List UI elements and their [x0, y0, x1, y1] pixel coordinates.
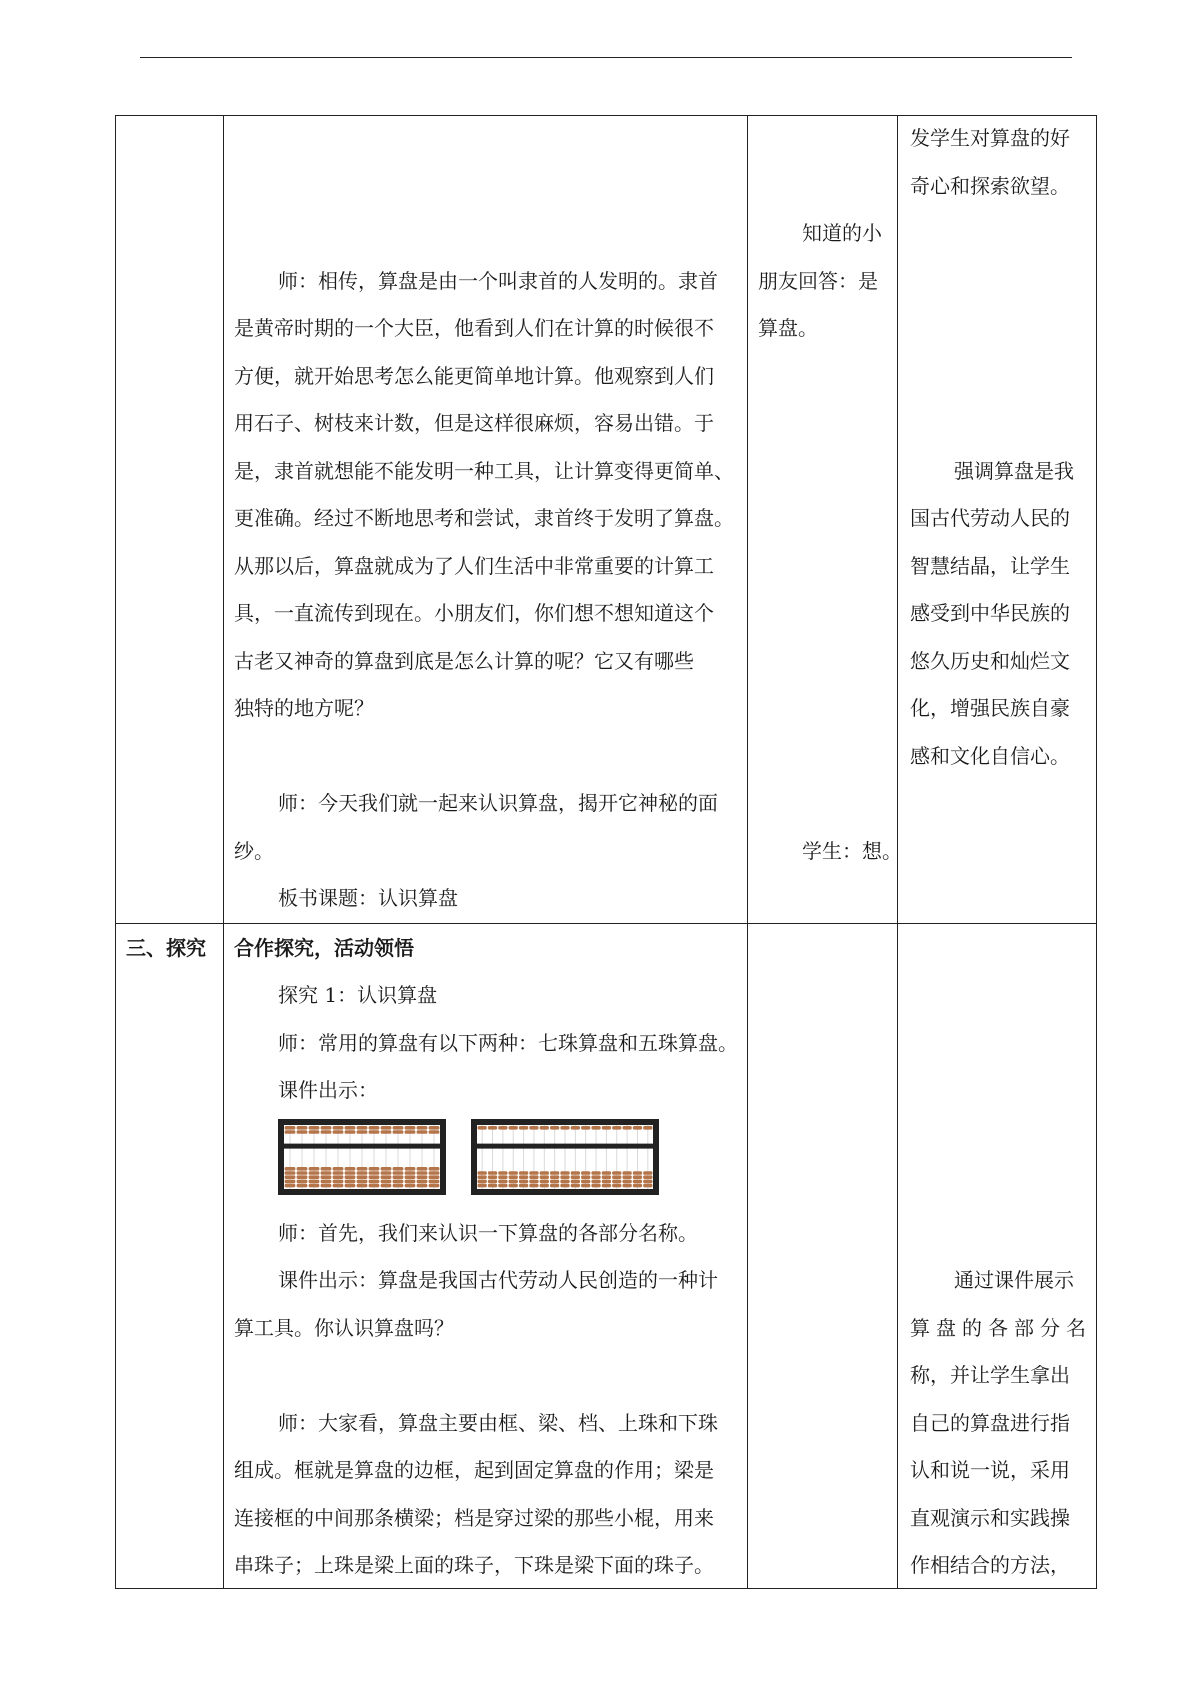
abacus-upper-bead — [393, 1126, 404, 1130]
abacus-lower-bead — [333, 1184, 344, 1188]
abacus-lower-bead — [381, 1180, 392, 1184]
abacus-beam — [477, 1144, 653, 1149]
abacus-upper-bead — [285, 1126, 296, 1130]
abacus-lower-bead — [478, 1175, 487, 1179]
abacus-lower-bead — [297, 1180, 308, 1184]
abacus-upper-bead — [297, 1130, 308, 1134]
abacus-upper-bead — [393, 1130, 404, 1134]
abacus-lower-bead — [602, 1175, 611, 1179]
abacus-lower-bead — [591, 1180, 600, 1184]
paragraph-line: 组成。框就是算盘的边框，起到固定算盘的作用；梁是 — [234, 1458, 714, 1482]
abacus-lower-bead — [519, 1180, 528, 1184]
abacus-lower-bead — [321, 1184, 332, 1188]
abacus-lower-bead — [519, 1175, 528, 1179]
intent-line: 作相结合的方法， — [910, 1553, 1070, 1577]
abacus-lower-bead — [285, 1167, 296, 1171]
abacus-lower-bead — [297, 1167, 308, 1171]
stage-label: 三、探究 — [126, 936, 206, 960]
abacus-lower-bead — [540, 1171, 549, 1175]
intent-line: 感受到中华民族的 — [910, 601, 1070, 625]
seven-bead-abacus-image — [278, 1119, 446, 1195]
abacus-lower-bead — [571, 1184, 580, 1188]
paragraph-line: 是黄帝时期的一个大臣，他看到人们在计算的时候很不 — [234, 316, 714, 340]
paragraph-line: 串珠子；上珠是梁上面的珠子，下珠是梁下面的珠子。 — [234, 1553, 714, 1577]
abacus-lower-bead — [285, 1175, 296, 1179]
abacus-lower-bead — [509, 1175, 518, 1179]
abacus-lower-bead — [622, 1180, 631, 1184]
abacus-lower-bead — [509, 1180, 518, 1184]
abacus-lower-bead — [429, 1167, 440, 1171]
abacus-lower-bead — [393, 1184, 404, 1188]
abacus-lower-bead — [405, 1167, 416, 1171]
abacus-lower-bead — [488, 1171, 497, 1175]
abacus-lower-bead — [309, 1175, 320, 1179]
abacus-lower-bead — [297, 1184, 308, 1188]
paragraph-line: 师：常用的算盘有以下两种：七珠算盘和五珠算盘。 — [278, 1031, 738, 1055]
abacus-lower-bead — [488, 1184, 497, 1188]
abacus-lower-bead — [429, 1184, 440, 1188]
abacus-lower-bead — [602, 1171, 611, 1175]
abacus-lower-bead — [381, 1175, 392, 1179]
abacus-lower-bead — [333, 1167, 344, 1171]
intent-line: 化，增强民族自豪 — [910, 696, 1070, 720]
abacus-upper-bead — [581, 1126, 590, 1130]
intent-line: 感和文化自信心。 — [910, 744, 1070, 768]
abacus-lower-bead — [393, 1175, 404, 1179]
abacus-upper-bead — [560, 1126, 569, 1130]
intent-line: 悠久历史和灿烂文 — [910, 649, 1070, 673]
abacus-lower-bead — [393, 1171, 404, 1175]
paragraph-line: 师：首先，我们来认识一下算盘的各部分名称。 — [278, 1221, 698, 1245]
abacus-lower-bead — [602, 1184, 611, 1188]
abacus-lower-bead — [591, 1171, 600, 1175]
abacus-upper-bead — [309, 1130, 320, 1134]
abacus-lower-bead — [321, 1175, 332, 1179]
abacus-upper-bead — [550, 1126, 559, 1130]
abacus-upper-bead — [309, 1126, 320, 1130]
abacus-lower-bead — [417, 1171, 428, 1175]
paragraph-line: 师：今天我们就一起来认识算盘，揭开它神秘的面 — [278, 791, 718, 815]
abacus-upper-bead — [381, 1130, 392, 1134]
abacus-upper-bead — [540, 1126, 549, 1130]
abacus-lower-bead — [285, 1180, 296, 1184]
abacus-lower-bead — [498, 1175, 507, 1179]
abacus-lower-bead — [591, 1184, 600, 1188]
abacus-upper-bead — [381, 1126, 392, 1130]
abacus-upper-bead — [612, 1126, 621, 1130]
abacus-lower-bead — [369, 1171, 380, 1175]
paragraph-line: 独特的地方呢？ — [234, 696, 374, 720]
abacus-lower-bead — [405, 1180, 416, 1184]
intent-line: 国古代劳动人民的 — [910, 506, 1070, 530]
paragraph-line: 具，一直流传到现在。小朋友们，你们想不想知道这个 — [234, 601, 714, 625]
abacus-lower-bead — [633, 1180, 642, 1184]
abacus-lower-bead — [529, 1184, 538, 1188]
paragraph-line: 连接框的中间那条横梁；档是穿过梁的那些小棍，用来 — [234, 1506, 714, 1530]
abacus-lower-bead — [602, 1180, 611, 1184]
abacus-upper-bead — [285, 1130, 296, 1134]
abacus-lower-bead — [417, 1175, 428, 1179]
abacus-lower-bead — [381, 1167, 392, 1171]
abacus-lower-bead — [498, 1171, 507, 1175]
abacus-lower-bead — [622, 1184, 631, 1188]
abacus-lower-bead — [560, 1184, 569, 1188]
intent-line: 称，并让学生拿出 — [910, 1363, 1070, 1387]
abacus-lower-bead — [560, 1171, 569, 1175]
abacus-upper-bead — [643, 1126, 652, 1130]
paragraph-line: 纱。 — [234, 839, 274, 863]
abacus-lower-bead — [333, 1180, 344, 1184]
abacus-upper-bead — [333, 1126, 344, 1130]
abacus-lower-bead — [345, 1180, 356, 1184]
paragraph-line: 师：相传，算盘是由一个叫隶首的人发明的。隶首 — [278, 269, 718, 293]
abacus-lower-bead — [612, 1171, 621, 1175]
table-col-divider — [223, 115, 224, 1589]
paragraph-line: 从那以后，算盘就成为了人们生活中非常重要的计算工 — [234, 554, 714, 578]
abacus-lower-bead — [309, 1171, 320, 1175]
abacus-upper-bead — [602, 1126, 611, 1130]
paragraph-line: 古老又神奇的算盘到底是怎么计算的呢？它又有哪些 — [234, 649, 694, 673]
student-answer-line: 算盘。 — [758, 316, 818, 340]
abacus-upper-bead — [321, 1126, 332, 1130]
abacus-lower-bead — [297, 1175, 308, 1179]
abacus-lower-bead — [345, 1184, 356, 1188]
student-answer-line: 学生：想。 — [802, 839, 902, 863]
abacus-lower-bead — [591, 1175, 600, 1179]
abacus-lower-bead — [417, 1184, 428, 1188]
abacus-lower-bead — [571, 1180, 580, 1184]
table-border-right — [1096, 115, 1097, 1589]
abacus-upper-bead — [417, 1126, 428, 1130]
abacus-lower-bead — [478, 1180, 487, 1184]
abacus-upper-bead — [498, 1126, 507, 1130]
abacus-lower-bead — [581, 1175, 590, 1179]
five-bead-abacus-image — [471, 1119, 659, 1195]
intent-line: 算盘的各部分名 — [910, 1316, 1092, 1340]
paragraph-line: 师：大家看，算盘主要由框、梁、档、上珠和下珠 — [278, 1411, 718, 1435]
abacus-lower-bead — [498, 1184, 507, 1188]
abacus-lower-bead — [381, 1184, 392, 1188]
abacus-lower-bead — [285, 1171, 296, 1175]
abacus-lower-bead — [357, 1184, 368, 1188]
explore-title: 探究 1：认识算盘 — [278, 983, 438, 1007]
abacus-lower-bead — [633, 1175, 642, 1179]
abacus-lower-bead — [429, 1180, 440, 1184]
abacus-upper-bead — [591, 1126, 600, 1130]
abacus-lower-bead — [622, 1171, 631, 1175]
abacus-upper-bead — [519, 1126, 528, 1130]
abacus-lower-bead — [622, 1175, 631, 1179]
abacus-upper-bead — [357, 1130, 368, 1134]
abacus-lower-bead — [369, 1175, 380, 1179]
abacus-lower-bead — [612, 1184, 621, 1188]
abacus-lower-bead — [560, 1175, 569, 1179]
abacus-lower-bead — [357, 1180, 368, 1184]
abacus-lower-bead — [509, 1184, 518, 1188]
abacus-lower-bead — [345, 1167, 356, 1171]
abacus-upper-bead — [405, 1130, 416, 1134]
abacus-lower-bead — [550, 1175, 559, 1179]
student-answer-line: 知道的小 — [802, 221, 882, 245]
abacus-lower-bead — [321, 1180, 332, 1184]
abacus-upper-bead — [369, 1130, 380, 1134]
abacus-lower-bead — [297, 1171, 308, 1175]
abacus-lower-bead — [550, 1184, 559, 1188]
abacus-lower-bead — [529, 1175, 538, 1179]
abacus-lower-bead — [321, 1167, 332, 1171]
abacus-lower-bead — [571, 1171, 580, 1175]
abacus-lower-bead — [498, 1180, 507, 1184]
abacus-lower-bead — [540, 1184, 549, 1188]
abacus-lower-bead — [633, 1171, 642, 1175]
abacus-lower-bead — [550, 1180, 559, 1184]
paragraph-line: 课件出示：算盘是我国古代劳动人民创造的一种计 — [278, 1268, 718, 1292]
abacus-lower-bead — [357, 1171, 368, 1175]
abacus-upper-bead — [345, 1126, 356, 1130]
abacus-lower-bead — [285, 1184, 296, 1188]
abacus-lower-bead — [369, 1180, 380, 1184]
abacus-upper-bead — [488, 1126, 497, 1130]
paragraph-line: 算工具。你认识算盘吗？ — [234, 1316, 454, 1340]
paragraph-line: 课件出示： — [278, 1078, 378, 1102]
abacus-lower-bead — [540, 1175, 549, 1179]
abacus-lower-bead — [321, 1171, 332, 1175]
abacus-upper-bead — [622, 1126, 631, 1130]
abacus-lower-bead — [581, 1184, 590, 1188]
intent-line: 智慧结晶，让学生 — [910, 554, 1070, 578]
abacus-upper-bead — [429, 1130, 440, 1134]
abacus-upper-bead — [429, 1126, 440, 1130]
abacus-lower-bead — [612, 1180, 621, 1184]
abacus-upper-bead — [333, 1130, 344, 1134]
abacus-lower-bead — [643, 1175, 652, 1179]
abacus-lower-bead — [405, 1175, 416, 1179]
paragraph-line: 用石子、树枝来计数，但是这样很麻烦，容易出错。于 — [234, 411, 714, 435]
abacus-lower-bead — [550, 1171, 559, 1175]
abacus-lower-bead — [540, 1180, 549, 1184]
abacus-lower-bead — [560, 1180, 569, 1184]
intent-line: 直观演示和实践操 — [910, 1506, 1070, 1530]
abacus-lower-bead — [309, 1180, 320, 1184]
abacus-lower-bead — [509, 1171, 518, 1175]
abacus-lower-bead — [643, 1184, 652, 1188]
abacus-lower-bead — [345, 1171, 356, 1175]
abacus-lower-bead — [488, 1175, 497, 1179]
abacus-lower-bead — [369, 1167, 380, 1171]
abacus-upper-bead — [571, 1126, 580, 1130]
abacus-lower-bead — [417, 1167, 428, 1171]
table-border-left — [115, 115, 116, 1589]
abacus-lower-bead — [429, 1171, 440, 1175]
header-rule — [140, 57, 1072, 58]
abacus-lower-bead — [478, 1171, 487, 1175]
abacus-lower-bead — [488, 1180, 497, 1184]
intent-line: 奇心和探索欲望。 — [910, 174, 1070, 198]
paragraph-line: 更准确。经过不断地思考和尝试，隶首终于发明了算盘。 — [234, 506, 734, 530]
abacus-lower-bead — [345, 1175, 356, 1179]
abacus-lower-bead — [393, 1167, 404, 1171]
abacus-upper-bead — [509, 1126, 518, 1130]
abacus-lower-bead — [529, 1171, 538, 1175]
abacus-upper-bead — [369, 1126, 380, 1130]
abacus-lower-bead — [333, 1171, 344, 1175]
abacus-lower-bead — [405, 1171, 416, 1175]
abacus-lower-bead — [571, 1175, 580, 1179]
abacus-lower-bead — [405, 1184, 416, 1188]
abacus-lower-bead — [357, 1175, 368, 1179]
abacus-lower-bead — [478, 1184, 487, 1188]
abacus-lower-bead — [309, 1167, 320, 1171]
paragraph-line: 方便，就开始思考怎么能更简单地计算。他观察到人们 — [234, 364, 714, 388]
intent-line: 强调算盘是我 — [954, 459, 1074, 483]
abacus-lower-bead — [633, 1184, 642, 1188]
abacus-lower-bead — [643, 1171, 652, 1175]
abacus-beam — [284, 1144, 440, 1149]
abacus-upper-bead — [297, 1126, 308, 1130]
paragraph-line: 是，隶首就想能不能发明一种工具，让计算变得更简单、 — [234, 459, 734, 483]
abacus-upper-bead — [417, 1130, 428, 1134]
board-title: 板书课题：认识算盘 — [278, 886, 458, 910]
abacus-upper-bead — [633, 1126, 642, 1130]
abacus-upper-bead — [357, 1126, 368, 1130]
abacus-lower-bead — [529, 1180, 538, 1184]
abacus-upper-bead — [405, 1126, 416, 1130]
table-col-divider — [747, 115, 748, 1589]
abacus-lower-bead — [381, 1171, 392, 1175]
abacus-upper-bead — [529, 1126, 538, 1130]
abacus-lower-bead — [309, 1184, 320, 1188]
abacus-upper-bead — [345, 1130, 356, 1134]
abacus-lower-bead — [333, 1175, 344, 1179]
abacus-lower-bead — [581, 1180, 590, 1184]
student-answer-line: 朋友回答：是 — [758, 269, 878, 293]
abacus-lower-bead — [643, 1180, 652, 1184]
abacus-lower-bead — [417, 1180, 428, 1184]
abacus-upper-bead — [321, 1130, 332, 1134]
abacus-lower-bead — [429, 1175, 440, 1179]
section-heading: 合作探究，活动领悟 — [234, 936, 414, 960]
abacus-lower-bead — [393, 1180, 404, 1184]
abacus-lower-bead — [519, 1184, 528, 1188]
abacus-lower-bead — [369, 1184, 380, 1188]
intent-line: 通过课件展示 — [954, 1268, 1074, 1292]
intent-line: 认和说一说，采用 — [910, 1458, 1070, 1482]
abacus-upper-bead — [478, 1126, 487, 1130]
abacus-lower-bead — [612, 1175, 621, 1179]
abacus-lower-bead — [519, 1171, 528, 1175]
abacus-lower-bead — [581, 1171, 590, 1175]
intent-line: 发学生对算盘的好 — [910, 126, 1070, 150]
abacus-lower-bead — [357, 1167, 368, 1171]
table-row-divider — [115, 923, 1097, 924]
intent-line: 自己的算盘进行指 — [910, 1411, 1070, 1435]
